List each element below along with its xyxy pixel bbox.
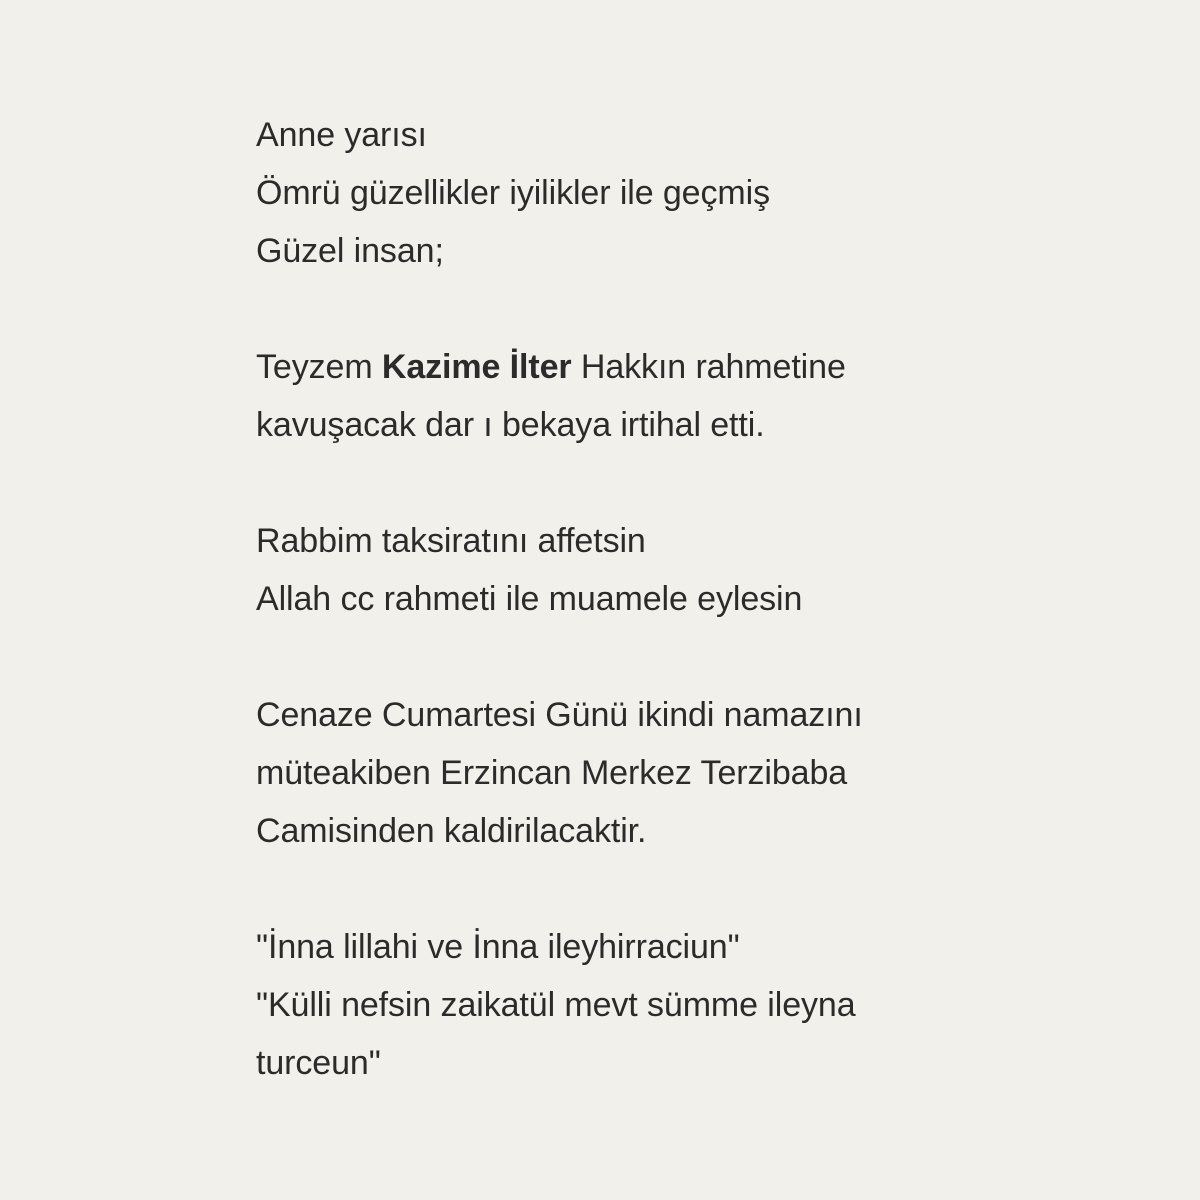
text-line: Allah cc rahmeti ile muamele eylesin (256, 580, 803, 618)
text-line: "İnna lillahi ve İnna ileyhirraciun" (256, 928, 740, 966)
text-line: "Külli nefsin zaikatül mevt sümme ileyna (256, 986, 856, 1024)
text-line: Rabbim taksiratını affetsin (256, 522, 646, 560)
text-line: Anne yarısı (256, 116, 427, 154)
text-fragment: Teyzem (256, 348, 382, 386)
paragraph-intro (256, 106, 1076, 280)
note-body (256, 106, 1076, 1092)
text-line: kavuşacak dar ı bekaya irtihal etti. (256, 406, 765, 444)
paragraph-funeral-info (256, 686, 1076, 860)
text-line: Güzel insan; (256, 232, 444, 270)
text-line: müteakiben Erzincan Merkez Terzibaba (256, 754, 848, 792)
text-line: Camisinden kaldirilacaktir. (256, 812, 647, 850)
paragraph-announcement (256, 338, 1076, 454)
deceased-name: Kazime İlter (381, 348, 572, 386)
text-line: turceun" (256, 1044, 381, 1082)
paragraph-quotes (256, 918, 1076, 1092)
text-fragment: Hakkın rahmetine (571, 348, 846, 386)
text-line (256, 338, 1076, 396)
text-line: Ömrü güzellikler iyilikler ile geçmiş (256, 174, 770, 212)
text-line: Cenaze Cumartesi Günü ikindi namazını (256, 696, 863, 734)
paragraph-prayer (256, 512, 1076, 628)
